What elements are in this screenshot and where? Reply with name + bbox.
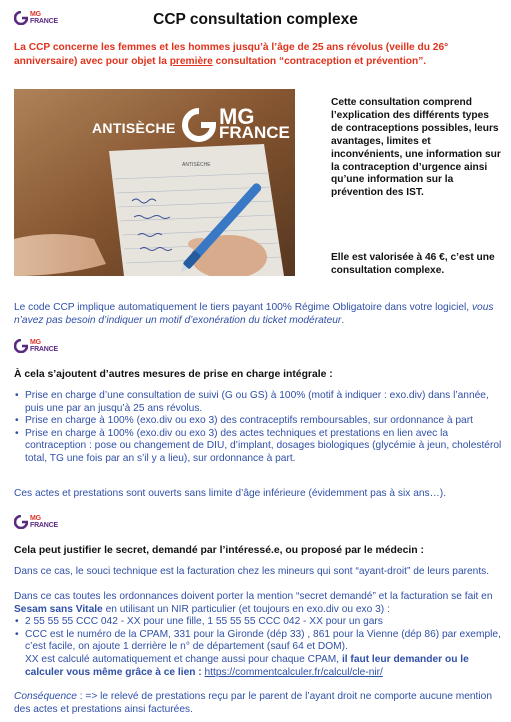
consultation-value: Elle est valorisée à 46 €, c’est une consultation complexe.: [331, 252, 495, 276]
section2-heading: Cela peut justifier le secret, demandé par l’intéressé.e, ou proposé par le médecin :: [14, 545, 424, 556]
mg-france-logo-mark: [14, 515, 28, 529]
photo-brand-mg: MG: [219, 104, 255, 129]
intro-part1: La CCP concerne les femmes et les hommes jusqu’à l’âge de 25 ans révolus (veille du 26° anniversaire) avec pour objet la: [14, 42, 449, 67]
list-item: • Prise en charge à 100% (exo.div ou exo 3) des contraceptifs remboursables, sur ordonnance à part: [14, 415, 502, 428]
ccp-note-text: Le code CCP implique automatiquement le tiers payant 100% Régime Obligatoire dans votre logiciel,: [14, 302, 472, 313]
logo-text: [30, 515, 58, 529]
intro-part2: consultation “contraception et prévention”.: [212, 55, 427, 67]
xx-paragraph: [14, 654, 502, 679]
logo-mg: MG: [30, 11, 41, 18]
page-title: CCP consultation complexe: [153, 11, 358, 28]
calcul-nir-link[interactable]: https://commentcalculer.fr/calcul/cle-nir/: [204, 666, 383, 678]
ccp-note-italic: vous n’avez pas besoin d’indiquer un motif d’exonération du ticket modérateur: [14, 302, 494, 327]
section2-p1: Dans ce cas, le souci technique est la facturation chez les mineurs qui sont “ayant-droit” de leurs parents.: [14, 566, 490, 577]
section1-closing: Ces actes et prestations sont ouverts sans limite d’âge inférieure (évidemment pas à six ans…).: [14, 488, 447, 499]
intro-underlined: première: [169, 55, 213, 67]
list-item: • Prise en charge d’une consultation de suivi (G ou GS) à 100% (motif à indiquer : exo.div) dans l’année, puis une par an jusqu’à 25 ans révolus.: [14, 390, 502, 415]
p2-text: Dans ce cas toutes les ordonnances doivent porter la mention “secret demandé” et la facturation se fait en: [14, 591, 493, 602]
ccp-note: [14, 301, 499, 327]
antiseche-photo: [14, 89, 295, 276]
photo-brand-france: FRANCE: [219, 123, 290, 142]
mg-france-logo: [14, 515, 58, 529]
photo-brand-mark: [182, 108, 216, 142]
intro-text: [14, 41, 499, 68]
section1-list: [14, 390, 502, 466]
xx-bold: il faut leur demander ou le calculer vous même grâce à ce lien :: [25, 654, 469, 678]
logo-france: FRANCE: [30, 522, 58, 529]
p2-text-end: en utilisant un NIR particulier (et toujours en exo.div ou exo 3) :: [102, 603, 390, 615]
logo-mg: MG: [30, 515, 41, 522]
list-item: • Prise en charge à 100% (exo.div ou exo 3) des actes techniques et prestations en lien avec la contraception : pose ou changement de DIU, d’implant, dosages biologiques (glycémie à jeun, cholestérol total, TG une fois par an s’il y a lieu), sur ordonnance à part.: [14, 428, 502, 466]
photo-brand-logo: [182, 104, 290, 143]
mg-france-logo-mark: [14, 339, 28, 353]
paper-heading: ANTISÈCHE: [182, 162, 211, 168]
section2-p2: [14, 591, 502, 616]
section1-heading: À cela s’ajoutent d’autres mesures de prise en charge intégrale :: [14, 369, 333, 380]
logo-mg: MG: [30, 339, 41, 346]
section2-list: [14, 616, 502, 654]
consequence-paragraph: [14, 691, 502, 716]
consequence-text: : => le relevé de prestations reçu par le parent de l’ayant droit ne comporte aucune mention des actes et prestations ainsi facturées.: [14, 691, 492, 715]
logo-france: FRANCE: [30, 18, 58, 25]
antiseche-label: ANTISÈCHE: [92, 120, 176, 136]
list-item: • CCC est le numéro de la CPAM, 331 pour la Gironde (dép 33) , 861 pour la Vienne (dép 86) par exemple, c’est facile, on ajoute 1 derrière le n° de département (sauf 64 et DOM).: [14, 629, 502, 654]
consultation-description: Cette consultation comprend l’explication des différents types de contraceptions possibles, leurs avantages, limites et inconvénients, une information sur la contraception d’urgence ainsi qu’une information sur la prévention des IST.: [331, 97, 501, 199]
xx-text: XX est calculé automatiquement et change aussi pour chaque CPAM,: [25, 654, 342, 665]
ccp-note-end: .: [341, 315, 345, 327]
consequence-label: Conséquence: [14, 691, 77, 702]
p2-bold: Sesam sans Vitale: [14, 603, 103, 615]
logo-text: [30, 339, 58, 353]
logo-france: FRANCE: [30, 346, 58, 353]
mg-france-logo: [14, 339, 58, 353]
list-item: • 2 55 55 55 CCC 042 - XX pour une fille, 1 55 55 55 CCC 042 - XX pour un gars: [14, 616, 502, 629]
